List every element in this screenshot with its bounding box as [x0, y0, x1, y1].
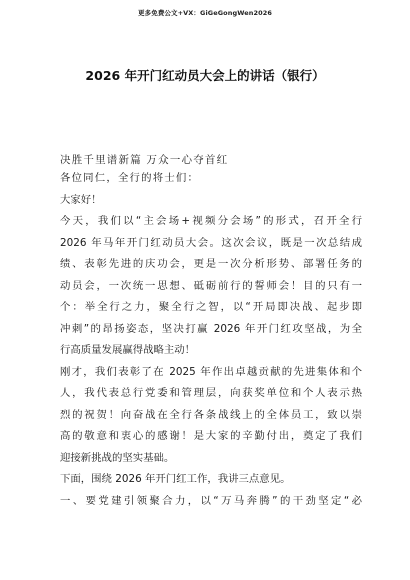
body-line: 今天，我们以“主会场+视频分会场”的形式，召开全行 — [60, 215, 362, 227]
section-heading-line: 一、要党建引领聚合力，以“万马奔腾”的干劲坚定“必 — [60, 494, 362, 507]
body-line: 下面，围绕 2026 年开门红工作，我讲三点意见。 — [60, 473, 291, 485]
body-line: 人，我代表总行党委和管理层，向获奖单位和个人表示热 — [60, 387, 362, 399]
speech-subtitle: 决胜千里谱新篇 万众一心夺首红 — [60, 154, 229, 166]
greeting-line: 大家好！ — [60, 193, 102, 206]
body-line: 烈的祝贺！向奋战在全行各条战线上的全体员工，致以崇 — [60, 408, 362, 421]
body-line: 冲刺”的昂扬姿态，坚决打赢 2026 年开门红攻坚战，为全 — [60, 322, 362, 335]
body-line: 动员会，一次统一思想、砥砺前行的誓师会！目的只有一 — [60, 279, 362, 292]
salutation-line: 各位同仁，全行的将士们： — [60, 172, 200, 184]
document-title: 2026 年开门红动员大会上的讲话（银行） — [85, 68, 325, 83]
body-line: 刚才，我们表彰了在 2025 年作出卓越贡献的先进集体和个 — [60, 365, 362, 378]
body-line: 绩、表彰先进的庆功会，更是一次分析形势、部署任务的 — [60, 258, 362, 270]
body-line: 高的敬意和衷心的感谢！是大家的辛勤付出，奠定了我们 — [60, 430, 362, 442]
header-note: 更多免费公文+VX：GiGeGongWen2026 — [138, 9, 272, 17]
body-line: 2026 年马年开门红动员大会。这次会议，既是一次总结成 — [60, 236, 362, 249]
body-line: 行高质量发展赢得战略主动！ — [60, 344, 196, 356]
body-line: 迎接新挑战的坚实基础。 — [60, 451, 175, 464]
body-line: 个：举全行之力，聚全行之智，以“开局即决战、起步即 — [60, 301, 362, 313]
speech-body — [60, 168, 362, 512]
